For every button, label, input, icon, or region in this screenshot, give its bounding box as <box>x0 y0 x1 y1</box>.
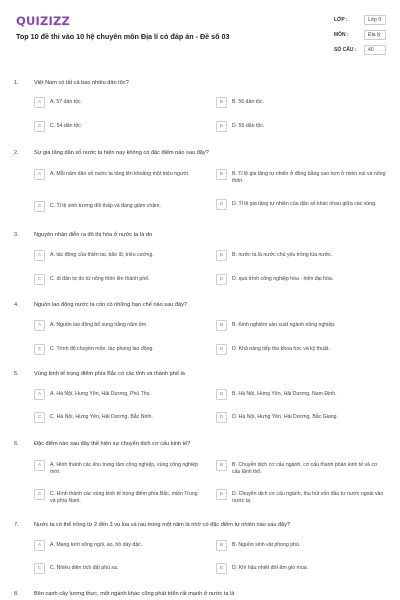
question-number: 2. <box>14 150 19 156</box>
option-letter: A <box>34 250 45 261</box>
meta-row-subject <box>330 29 390 41</box>
option-text: B. Kinh nghiệm sản xuất ngành nông nghiệp. <box>232 322 336 328</box>
option-letter: D <box>216 563 227 574</box>
option-text: C. Nhiều diện tích đất phù sa. <box>50 565 119 571</box>
question-number: 1. <box>14 80 19 86</box>
option-letter: A <box>34 540 45 551</box>
question-number: 7. <box>14 522 19 528</box>
option-text: B. Hà Nội, Hưng Yên, Hải Dương, Nam Định. <box>232 391 337 397</box>
option-letter: B <box>216 389 227 400</box>
option-letter: A <box>34 460 45 471</box>
option-text: B. Nguồn sinh vật phong phú. <box>232 542 301 548</box>
option-text: D. Hà Nội, Hưng Yên, Hải Dương, Bắc Giang. <box>232 414 338 420</box>
option-text: D. Khả năng tiếp thu khoa học và kỹ thuật. <box>232 346 330 352</box>
question-text: Nước ta có thể trồng từ 2 đến 3 vụ lúa và rau trong một năm là nhờ có đặc điểm tự nhiên nào sau đây? <box>34 522 291 528</box>
option-text: C. Hình thành các vùng kinh tế trọng điểm phía Bắc, miền Trung và phía Nam. <box>50 491 198 504</box>
option-text: A. Hình thành các khu trung tâm công nghiệp, vùng công nghiệp mới. <box>50 462 198 475</box>
worksheet-header <box>0 0 400 66</box>
option-text: D. Tỉ lệ gia tăng tự nhiên của dân số khác nhau giữa các vùng. <box>232 201 377 207</box>
option-letter: C <box>34 563 45 574</box>
question-text: Bên cạnh cây lương thực, một ngành khác cũng phát triển rất mạnh ở nước ta là <box>34 591 235 597</box>
option-letter: C <box>34 121 45 132</box>
meta-label: SỐ CÂU : <box>334 47 357 53</box>
question-text: Việt Nam có tất cả bao nhiêu dân tộc? <box>34 80 129 86</box>
question-number: 8. <box>14 591 19 597</box>
option-letter: D <box>216 274 227 285</box>
meta-row-grade <box>330 14 390 26</box>
meta-label: LỚP : <box>334 17 348 23</box>
document-title: Top 10 đề thi vào 10 hệ chuyên môn Địa lí có đáp án - Đề số 03 <box>16 32 230 41</box>
quizizz-logo[interactable]: QUIZIZZ <box>16 14 71 28</box>
question-text: Sự gia tăng dân số nước ta hiện nay không có đặc điểm nào sau đây? <box>34 150 209 156</box>
option-text: A. Hà Nội, Hưng Yên, Hải Dương, Phú Thọ. <box>50 391 151 397</box>
option-text: B. nước ta là nước chủ yếu trồng lúa nước. <box>232 252 333 258</box>
option-letter: C <box>34 201 45 212</box>
option-text: A. 57 dân tộc. <box>50 99 83 105</box>
question-text: Đặc điểm nào sau đây thể hiện sự chuyển dịch cơ cấu kinh tế? <box>34 441 191 447</box>
option-letter: A <box>34 320 45 331</box>
option-text: C. Hà Nội, Hưng Yên, Hải Dương, Bắc Ninh. <box>50 414 153 420</box>
option-letter: D <box>216 489 227 500</box>
option-text: D. quá trình công nghiệp hóa - hiện đại hóa. <box>232 276 334 282</box>
option-text: C. di dân tự do từ nông thôn lên thành phố. <box>50 276 150 282</box>
option-letter: C <box>34 344 45 355</box>
option-letter: D <box>216 344 227 355</box>
option-letter: A <box>34 169 45 180</box>
option-text: A. Mỗi năm dân số nước ta tăng lên khoảng một triệu người. <box>50 171 190 177</box>
question-number: 3. <box>14 232 19 238</box>
option-letter: B <box>216 250 227 261</box>
question-text: Nguyên nhân diễn ra đô thị hóa ở nước ta là do <box>34 232 153 238</box>
option-letter: B <box>216 320 227 331</box>
option-letter: D <box>216 199 227 210</box>
option-text: B. 56 dân tộc. <box>232 99 265 105</box>
meta-label: MÔN : <box>334 32 349 38</box>
option-letter: B <box>216 460 227 471</box>
option-letter: C <box>34 274 45 285</box>
option-letter: A <box>34 389 45 400</box>
meta-value: Địa lý <box>368 32 381 38</box>
question-number: 5. <box>14 371 19 377</box>
meta-value: 40 <box>368 47 374 53</box>
question-text: Vùng kinh tế trọng điểm phía Bắc có các tỉnh và thành phố là <box>34 371 185 377</box>
option-letter: B <box>216 97 227 108</box>
question-number: 6. <box>14 441 19 447</box>
option-text: B. Chuyển dịch cơ cấu ngành, cơ cấu thành phần kinh tế và cơ cấu lãnh thổ. <box>232 462 378 475</box>
option-text: C. Tỉ lệ sinh tương đối thấp và đang giảm chậm. <box>50 203 161 209</box>
option-text: A. tác động của thiên tai, bão lũ, triều cường. <box>50 252 154 258</box>
option-text: D. Khí hậu nhiệt đới ẩm gió mùa. <box>232 565 309 571</box>
question-text: Nguồn lao động nước ta còn có những hạn chế nào sau đây? <box>34 302 187 308</box>
option-letter: D <box>216 121 227 132</box>
option-letter: D <box>216 412 227 423</box>
question-number: 4. <box>14 302 19 308</box>
meta-value: Lớp 9 <box>368 17 382 23</box>
option-letter: B <box>216 169 227 180</box>
option-letter: B <box>216 540 227 551</box>
option-text: A. Nguồn lao động bổ sung hằng năm lớn. <box>50 322 148 328</box>
option-letter: C <box>34 412 45 423</box>
option-letter: A <box>34 97 45 108</box>
option-text: D. Chuyển dịch cơ cấu ngành, thu hút vốn đầu tư nước ngoài vào nước ta. <box>232 491 384 504</box>
option-text: C. 54 dân tộc. <box>50 123 83 129</box>
option-text: A. Mạng lưới sông ngòi, ao, hồ dày đặc. <box>50 542 143 548</box>
option-text: B. Tỉ lệ gia tăng tự nhiên ở đồng bằng cao hơn ở miền núi và nông thôn. <box>232 171 386 184</box>
option-letter: C <box>34 489 45 500</box>
meta-row-count <box>330 44 390 56</box>
option-text: C. Trình độ chuyên môn, tác phong lao động. <box>50 346 154 352</box>
option-text: D. 55 dân tộc. <box>232 123 265 129</box>
